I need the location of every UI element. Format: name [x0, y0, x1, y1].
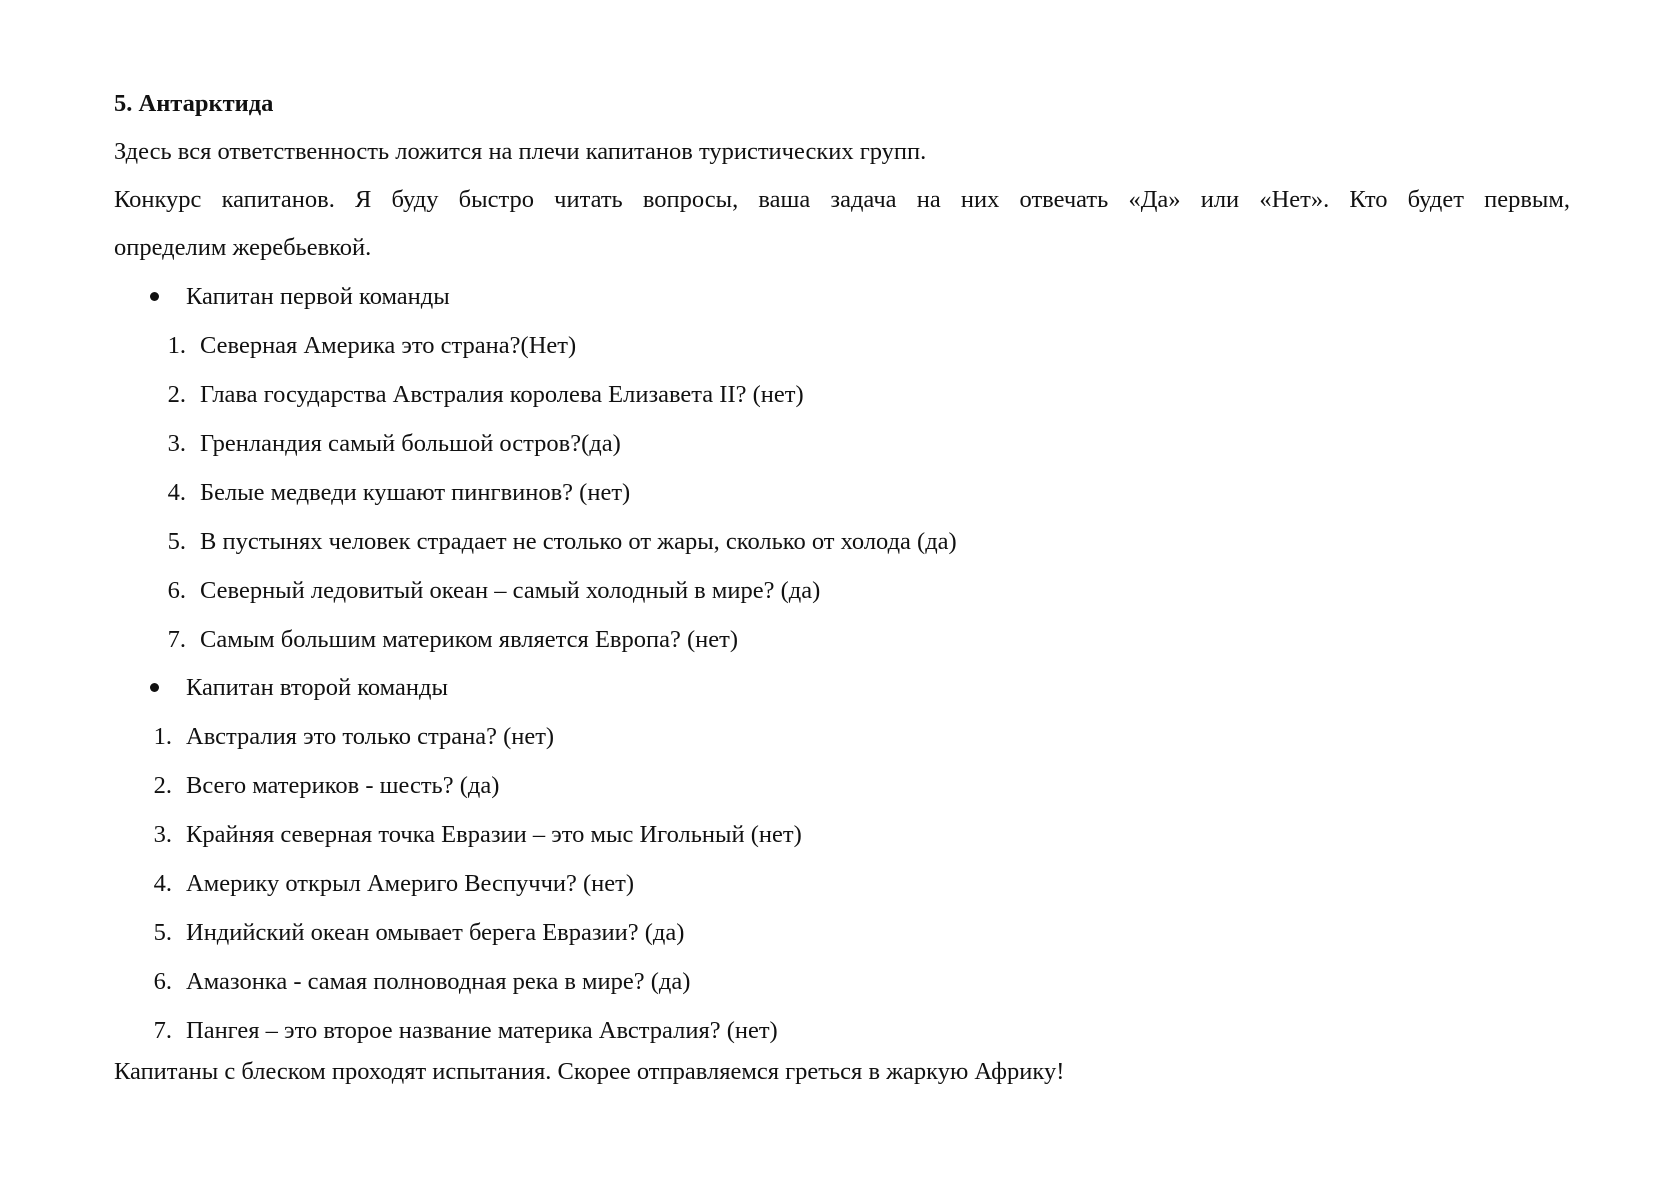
question-text: Амазонка - самая полноводная река в мире? (да)	[186, 968, 691, 995]
question-item	[153, 869, 635, 899]
question-number: 5.	[153, 919, 172, 946]
intro-paragraph-line: Здесь вся ответственность ложится на плечи капитанов туристических групп.	[114, 138, 927, 165]
question-item	[153, 820, 802, 850]
question-number: 6.	[167, 577, 186, 604]
closing-paragraph: Капитаны с блеском проходят испытания. Скорее отправляемся греться в жаркую Африку!	[114, 1058, 1065, 1085]
question-text: Глава государства Австралия королева Елизавета II? (нет)	[200, 381, 804, 408]
question-item	[167, 380, 804, 410]
question-text: Северная Америка это страна?(Нет)	[200, 332, 577, 359]
question-number: 3.	[153, 821, 172, 848]
question-text: Самым большим материком является Европа? (нет)	[200, 626, 738, 653]
question-text: Крайняя северная точка Евразии – это мыс Игольный (нет)	[186, 821, 802, 848]
question-item	[167, 527, 957, 557]
question-item	[167, 478, 631, 508]
bullet-dot-icon	[150, 292, 159, 301]
question-number: 2.	[153, 772, 172, 799]
question-number: 5.	[167, 528, 186, 555]
question-text: Северный ледовитый океан – самый холодный в мире? (да)	[200, 577, 821, 604]
question-number: 1.	[153, 723, 172, 750]
question-item	[153, 1016, 778, 1046]
question-number: 1.	[167, 332, 186, 359]
question-item	[167, 429, 621, 459]
question-number: 4.	[153, 870, 172, 897]
question-item	[167, 576, 821, 606]
captain-1-title: Капитан первой команды	[186, 283, 450, 310]
question-text: Индийский океан омывает берега Евразии? (да)	[186, 919, 685, 946]
question-text: Всего материков - шесть? (да)	[186, 772, 500, 799]
intro-paragraph-line: определим жеребьевкой.	[114, 234, 372, 261]
section-heading: 5. Антарктида	[114, 90, 274, 117]
intro-paragraph-line: Конкурс капитанов. Я буду быстро читать вопросы, ваша задача на них отвечать «Да» или «Нет». Кто будет первым,	[114, 186, 1570, 213]
question-text: Пангея – это второе название материка Австралия? (нет)	[186, 1017, 778, 1044]
question-item	[167, 331, 577, 361]
question-item	[153, 771, 500, 801]
question-item	[153, 722, 555, 752]
bullet-dot-icon	[150, 683, 159, 692]
question-number: 3.	[167, 430, 186, 457]
question-number: 2.	[167, 381, 186, 408]
question-number: 6.	[153, 968, 172, 995]
question-number: 4.	[167, 479, 186, 506]
question-number: 7.	[153, 1017, 172, 1044]
question-text: Австралия это только страна? (нет)	[186, 723, 555, 750]
question-item	[153, 967, 691, 997]
question-text: Белые медведи кушают пингвинов? (нет)	[200, 479, 631, 506]
question-number: 7.	[167, 626, 186, 653]
question-text: Гренландия самый большой остров?(да)	[200, 430, 621, 457]
question-item	[167, 625, 738, 655]
question-item	[153, 918, 685, 948]
question-text: Америку открыл Америго Веспуччи? (нет)	[186, 870, 635, 897]
question-text: В пустынях человек страдает не столько от жары, сколько от холода (да)	[200, 528, 957, 555]
captain-2-title: Капитан второй команды	[186, 674, 448, 701]
